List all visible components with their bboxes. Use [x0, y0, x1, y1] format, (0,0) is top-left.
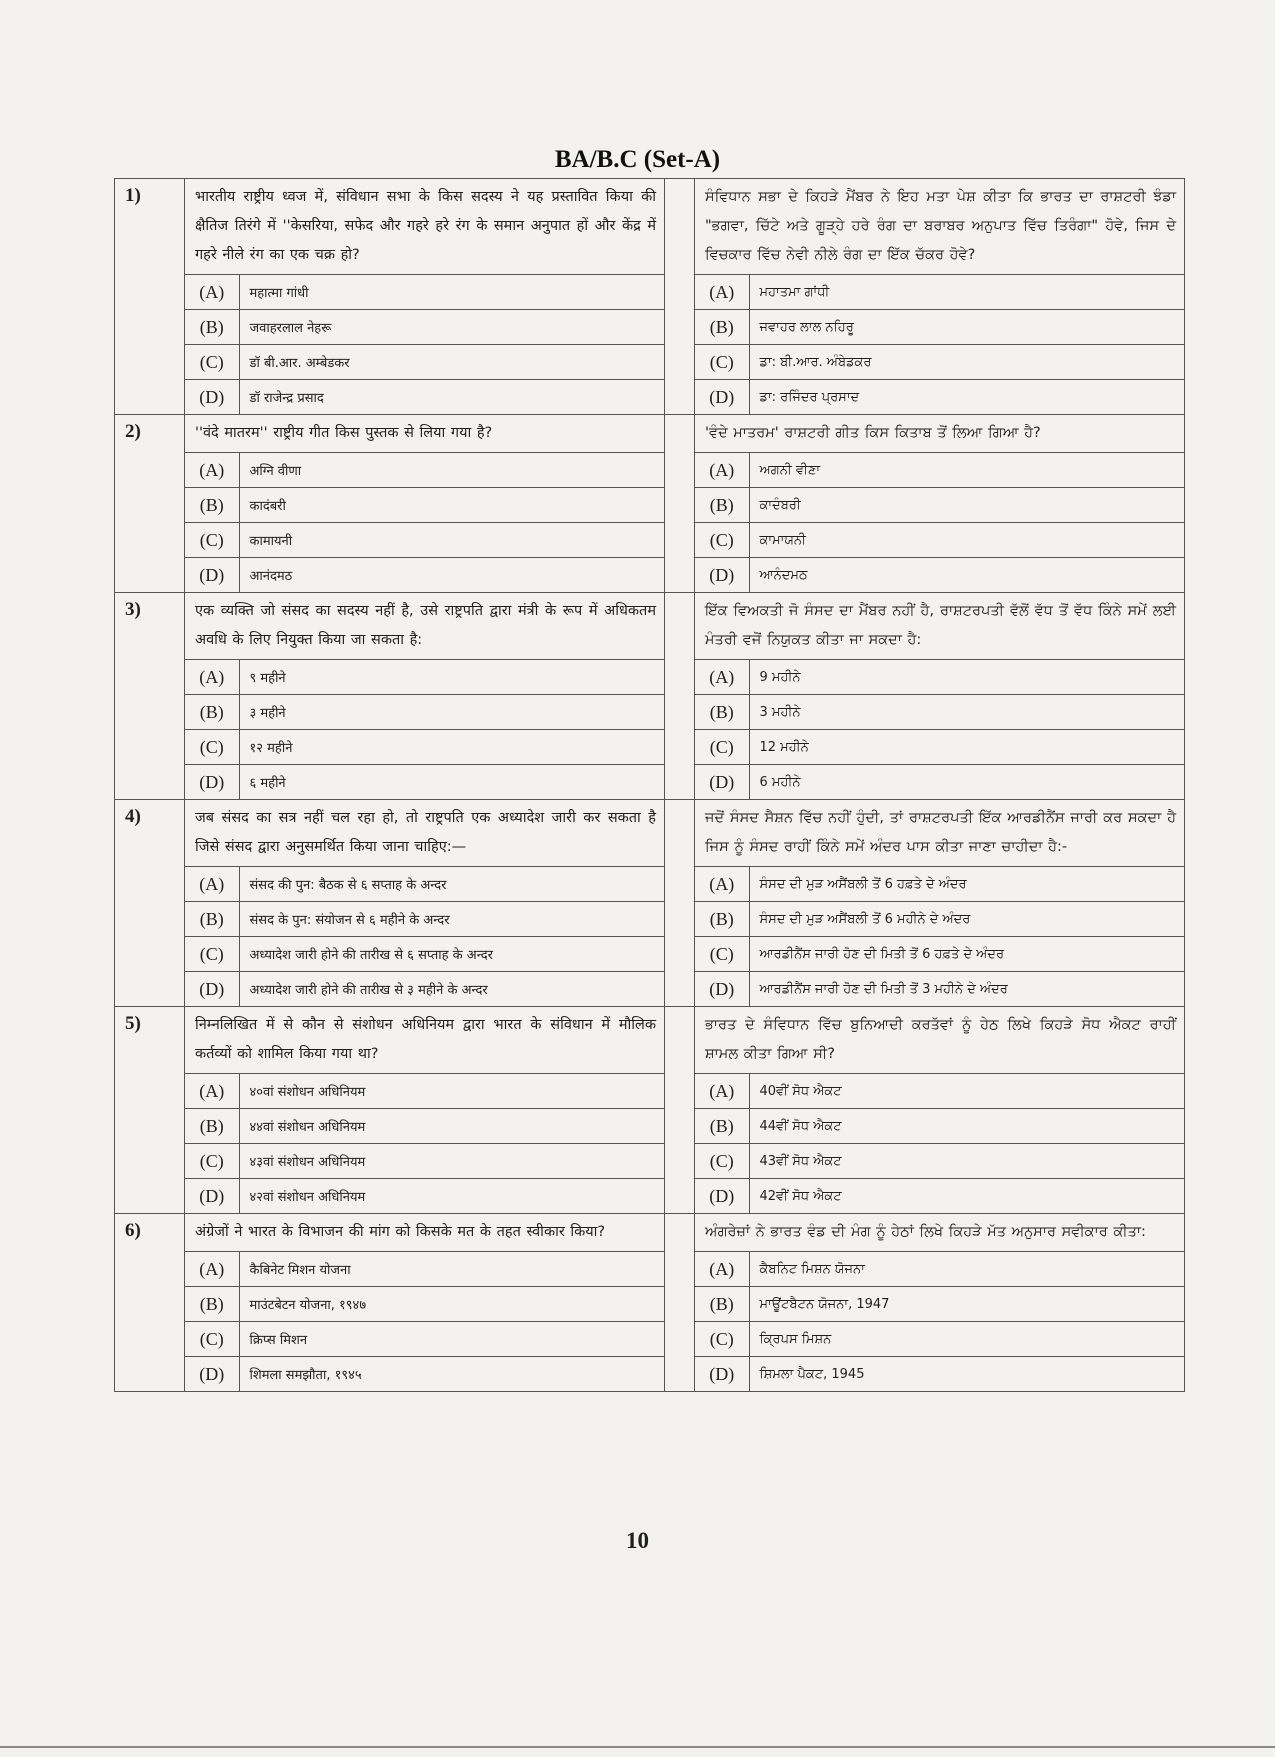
option-text: डॉ बी.आर. अम्बेडकर — [239, 345, 664, 380]
option-label: (B) — [695, 1287, 749, 1322]
option-row — [185, 275, 664, 310]
option-label: (C) — [185, 730, 239, 765]
option-label: (A) — [185, 1252, 239, 1287]
option-text: कामायनी — [239, 523, 664, 558]
option-label: (C) — [185, 1322, 239, 1357]
option-text: 40ਵੀਂ ਸੋਧ ਐਕਟ — [749, 1074, 1184, 1109]
option-label: (C) — [185, 937, 239, 972]
option-row — [695, 937, 1184, 972]
option-label: (C) — [695, 937, 749, 972]
option-row — [695, 972, 1184, 1007]
option-text: संसद के पुन: संयोजन से ६ महीने के अन्दर — [239, 902, 664, 937]
option-row — [185, 523, 664, 558]
hindi-options — [185, 866, 664, 1006]
option-label: (D) — [185, 765, 239, 800]
punjabi-cell — [695, 415, 1185, 593]
option-row — [185, 660, 664, 695]
question-number: 5) — [115, 1007, 185, 1214]
option-text: अग्नि वीणा — [239, 453, 664, 488]
punjabi-cell — [695, 593, 1185, 800]
option-text: 43ਵੀਂ ਸੋਧ ਐਕਟ — [749, 1144, 1184, 1179]
option-row — [185, 488, 664, 523]
option-text: आनंदमठ — [239, 558, 664, 593]
option-text: संसद की पुन: बैठक से ६ सप्ताह के अन्दर — [239, 867, 664, 902]
option-row — [185, 972, 664, 1007]
page-title: BA/B.C (Set-A) — [554, 146, 721, 173]
option-text: महात्मा गांधी — [239, 275, 664, 310]
option-label: (A) — [695, 453, 749, 488]
option-text: ४२वां संशोधन अधिनियम — [239, 1179, 664, 1214]
option-text: 9 ਮਹੀਨੇ — [749, 660, 1184, 695]
option-label: (A) — [185, 660, 239, 695]
option-text: ४०वां संशोधन अधिनियम — [239, 1074, 664, 1109]
option-row — [185, 310, 664, 345]
option-label: (D) — [695, 1357, 749, 1392]
hindi-options — [185, 1251, 664, 1391]
option-text: 12 ਮਹੀਨੇ — [749, 730, 1184, 765]
punjabi-cell — [695, 1007, 1185, 1214]
option-label: (C) — [185, 523, 239, 558]
option-text: 3 ਮਹੀਨੇ — [749, 695, 1184, 730]
option-text: ਸੰਸਦ ਦੀ ਮੁੜ ਅਸੈਂਬਲੀ ਤੋਂ 6 ਹਫ਼ਤੇ ਦੇ ਅੰਦਰ — [749, 867, 1184, 902]
option-text: ९ महीने — [239, 660, 664, 695]
option-label: (A) — [185, 1074, 239, 1109]
question-row — [115, 593, 1185, 800]
option-label: (C) — [695, 523, 749, 558]
option-text: ३ महीने — [239, 695, 664, 730]
option-label: (B) — [695, 1109, 749, 1144]
option-label: (A) — [695, 1252, 749, 1287]
option-label: (D) — [185, 558, 239, 593]
option-row — [185, 1287, 664, 1322]
option-text: ६ महीने — [239, 765, 664, 800]
option-row — [185, 380, 664, 415]
option-row — [695, 523, 1184, 558]
option-label: (D) — [695, 558, 749, 593]
hindi-cell — [185, 593, 665, 800]
option-label: (A) — [695, 1074, 749, 1109]
option-row — [185, 1252, 664, 1287]
option-label: (D) — [185, 1357, 239, 1392]
option-row — [185, 345, 664, 380]
hindi-cell — [185, 415, 665, 593]
option-label: (B) — [695, 902, 749, 937]
option-label: (B) — [185, 488, 239, 523]
hindi-question-text: ''वंदे मातरम'' राष्ट्रीय गीत किस पुस्तक से लिया गया है? — [195, 425, 493, 441]
question-number: 1) — [115, 179, 185, 415]
option-text: ਕਾਦੰਬਰੀ — [749, 488, 1184, 523]
option-text: 42ਵੀਂ ਸੋਧ ਐਕਟ — [749, 1179, 1184, 1214]
punjabi-cell — [695, 800, 1185, 1007]
option-row — [695, 453, 1184, 488]
option-label: (C) — [695, 730, 749, 765]
option-label: (B) — [185, 695, 239, 730]
option-text: 44ਵੀਂ ਸੋਧ ਐਕਟ — [749, 1109, 1184, 1144]
option-text: ਡਾ: ਬੀ.ਆਰ. ਅੰਬੇਡਕਰ — [749, 345, 1184, 380]
option-row — [695, 310, 1184, 345]
option-row — [695, 1252, 1184, 1287]
option-label: (D) — [185, 380, 239, 415]
hindi-options — [185, 452, 664, 592]
option-row — [695, 1144, 1184, 1179]
punjabi-options — [695, 274, 1184, 414]
option-label: (A) — [185, 867, 239, 902]
punjabi-options — [695, 452, 1184, 592]
option-row — [185, 558, 664, 593]
option-label: (D) — [695, 1179, 749, 1214]
option-row — [695, 488, 1184, 523]
column-gap — [665, 593, 695, 800]
option-label: (B) — [185, 310, 239, 345]
option-text: कैबिनेट मिशन योजना — [239, 1252, 664, 1287]
option-text: ४४वां संशोधन अधिनियम — [239, 1109, 664, 1144]
punjabi-options — [695, 1073, 1184, 1213]
option-text: शिमला समझौता, १९४५ — [239, 1357, 664, 1392]
hindi-options — [185, 659, 664, 799]
option-row — [695, 765, 1184, 800]
option-text: डॉ राजेन्द्र प्रसाद — [239, 380, 664, 415]
hindi-question-text: भारतीय राष्ट्रीय ध्वज में, संविधान सभा के किस सदस्य ने यह प्रस्तावित किया की क्षैतिज तिरंगे में ''केसरिया, सफेद और गहरे हरे रंग के समान अनुपात हों और केंद्र में गहरे नीले रंग का एक चक्र हो? — [195, 189, 656, 263]
hindi-cell — [185, 1214, 665, 1392]
option-row — [185, 1109, 664, 1144]
option-text: माउंटबेटन योजना, १९४७ — [239, 1287, 664, 1322]
option-row — [695, 1322, 1184, 1357]
option-row — [695, 730, 1184, 765]
hindi-question-text: एक व्यक्ति जो संसद का सदस्य नहीं है, उसे राष्ट्रपति द्वारा मंत्री के रूप में अधिकतम अवधि के लिए नियुक्त किया जा सकता है: — [195, 603, 656, 648]
punjabi-question-text: ਅੰਗਰੇਜ਼ਾਂ ਨੇ ਭਾਰਤ ਵੰਡ ਦੀ ਮੰਗ ਨੂੰ ਹੇਠਾਂ ਲਿਖੇ ਕਿਹੜੇ ਮੱਤ ਅਨੁਸਾਰ ਸਵੀਕਾਰ ਕੀਤਾ: — [705, 1224, 1146, 1240]
punjabi-question-text: 'ਵੰਦੇ ਮਾਤਰਮ' ਰਾਸ਼ਟਰੀ ਗੀਤ ਕਿਸ ਕਿਤਾਬ ਤੋਂ ਲਿਆ ਗਿਆ ਹੈ? — [705, 425, 1041, 441]
option-text: ਸੰਸਦ ਦੀ ਮੁੜ ਅਸੈਂਬਲੀ ਤੋਂ 6 ਮਹੀਨੇ ਦੇ ਅੰਦਰ — [749, 902, 1184, 937]
punjabi-question-text: ਜਦੋਂ ਸੰਸਦ ਸੈਸ਼ਨ ਵਿੱਚ ਨਹੀਂ ਹੁੰਦੀ, ਤਾਂ ਰਾਸ਼ਟਰਪਤੀ ਇੱਕ ਆਰਡੀਨੈਂਸ ਜਾਰੀ ਕਰ ਸਕਦਾ ਹੈ ਜਿਸ ਨੂੰ ਸੰਸਦ ਰਾਹੀਂ ਕਿੰਨੇ ਸਮੇਂ ਅੰਦਰ ਪਾਸ ਕੀਤਾ ਜਾਣਾ ਚਾਹੀਦਾ ਹੈ:- — [705, 810, 1176, 855]
option-text: ਕੈਬਨਿਟ ਮਿਸ਼ਨ ਯੋਜਨਾ — [749, 1252, 1184, 1287]
option-label: (B) — [695, 695, 749, 730]
option-text: 6 ਮਹੀਨੇ — [749, 765, 1184, 800]
punjabi-question-text: ਭਾਰਤ ਦੇ ਸੰਵਿਧਾਨ ਵਿੱਚ ਬੁਨਿਆਦੀ ਕਰਤੱਵਾਂ ਨੂੰ ਹੇਠ ਲਿਖੇ ਕਿਹੜੇ ਸੋਧ ਐਕਟ ਰਾਹੀਂ ਸ਼ਾਮਲ ਕੀਤਾ ਗਿਆ ਸੀ? — [705, 1017, 1176, 1062]
option-row — [695, 345, 1184, 380]
option-row — [185, 695, 664, 730]
option-text: ਕ੍ਰਿਪਸ ਮਿਸ਼ਨ — [749, 1322, 1184, 1357]
hindi-options — [185, 1073, 664, 1213]
option-row — [185, 730, 664, 765]
question-row — [115, 1007, 1185, 1214]
question-table-body — [115, 179, 1185, 1392]
option-row — [185, 902, 664, 937]
option-row — [185, 1074, 664, 1109]
hindi-cell — [185, 179, 665, 415]
option-row — [185, 1357, 664, 1392]
question-row — [115, 800, 1185, 1007]
option-label: (B) — [695, 488, 749, 523]
option-row — [695, 1287, 1184, 1322]
option-label: (C) — [185, 1144, 239, 1179]
question-number: 4) — [115, 800, 185, 1007]
option-text: ਸ਼ਿਮਲਾ ਪੈਕਟ, 1945 — [749, 1357, 1184, 1392]
page-number: 10 — [626, 1528, 649, 1553]
question-number: 3) — [115, 593, 185, 800]
option-row — [185, 1179, 664, 1214]
option-label: (D) — [695, 972, 749, 1007]
column-gap — [665, 1007, 695, 1214]
option-label: (B) — [185, 1287, 239, 1322]
option-label: (B) — [185, 1109, 239, 1144]
option-row — [695, 558, 1184, 593]
punjabi-cell — [695, 1214, 1185, 1392]
question-row — [115, 179, 1185, 415]
option-row — [695, 275, 1184, 310]
option-row — [695, 1109, 1184, 1144]
option-text: कादंबरी — [239, 488, 664, 523]
hindi-options — [185, 274, 664, 414]
hindi-cell — [185, 800, 665, 1007]
option-text: ਡਾ: ਰਜਿੰਦਰ ਪ੍ਰਸਾਦ — [749, 380, 1184, 415]
option-row — [695, 867, 1184, 902]
option-label: (A) — [185, 275, 239, 310]
option-row — [185, 453, 664, 488]
punjabi-question-text: ਸੰਵਿਧਾਨ ਸਭਾ ਦੇ ਕਿਹੜੇ ਮੈਂਬਰ ਨੇ ਇਹ ਮਤਾ ਪੇਸ਼ ਕੀਤਾ ਕਿ ਭਾਰਤ ਦਾ ਰਾਸ਼ਟਰੀ ਝੰਡਾ "ਭਗਵਾ, ਚਿੱਟੇ ਅਤੇ ਗੂੜ੍ਹੇ ਹਰੇ ਰੰਗ ਦਾ ਬਰਾਬਰ ਅਨੁਪਾਤ ਵਿੱਚ ਤਿਰੰਗਾ" ਹੋਵੇ, ਜਿਸ ਦੇ ਵਿਚਕਾਰ ਵਿੱਚ ਨੇਵੀ ਨੀਲੇ ਰੰਗ ਦਾ ਇੱਕ ਚੱਕਰ ਹੋਵੇ? — [705, 189, 1176, 263]
option-label: (D) — [695, 765, 749, 800]
option-label: (A) — [695, 867, 749, 902]
option-row — [695, 1179, 1184, 1214]
option-text: १२ महीने — [239, 730, 664, 765]
option-row — [695, 380, 1184, 415]
option-label: (D) — [185, 1179, 239, 1214]
option-row — [185, 1322, 664, 1357]
option-text: क्रिप्स मिशन — [239, 1322, 664, 1357]
option-text: अध्यादेश जारी होने की तारीख से ६ सप्ताह के अन्दर — [239, 937, 664, 972]
punjabi-options — [695, 659, 1184, 799]
option-text: ਆਨੰਦਮਠ — [749, 558, 1184, 593]
option-label: (B) — [185, 902, 239, 937]
column-gap — [665, 415, 695, 593]
option-row — [185, 765, 664, 800]
option-text: जवाहरलाल नेहरू — [239, 310, 664, 345]
column-gap — [665, 800, 695, 1007]
option-row — [695, 660, 1184, 695]
option-row — [185, 1144, 664, 1179]
option-text: ਮਹਾਤਮਾ ਗਾਂਧੀ — [749, 275, 1184, 310]
option-row — [695, 695, 1184, 730]
option-label: (C) — [695, 1322, 749, 1357]
option-row — [695, 1357, 1184, 1392]
option-label: (B) — [695, 310, 749, 345]
column-gap — [665, 1214, 695, 1392]
punjabi-question-text: ਇੱਕ ਵਿਅਕਤੀ ਜੋ ਸੰਸਦ ਦਾ ਮੈਂਬਰ ਨਹੀਂ ਹੈ, ਰਾਸ਼ਟਰਪਤੀ ਵੱਲੋਂ ਵੱਧ ਤੋਂ ਵੱਧ ਕਿੰਨੇ ਸਮੇਂ ਲਈ ਮੰਤਰੀ ਵਜੋਂ ਨਿਯੁਕਤ ਕੀਤਾ ਜਾ ਸਕਦਾ ਹੈ: — [705, 603, 1176, 648]
option-text: ਕਾਮਾਯਨੀ — [749, 523, 1184, 558]
hindi-question-text: जब संसद का सत्र नहीं चल रहा हो, तो राष्ट्रपति एक अध्यादेश जारी कर सकता है जिसे संसद द्वारा अनुसमर्थित किया जाना चाहिए:— — [195, 810, 656, 855]
column-gap — [665, 179, 695, 415]
punjabi-options — [695, 1251, 1184, 1391]
question-row — [115, 1214, 1185, 1392]
option-row — [695, 1074, 1184, 1109]
hindi-question-text: अंग्रेजों ने भारत के विभाजन की मांग को किसके मत के तहत स्वीकार किया? — [195, 1224, 606, 1240]
option-label: (C) — [185, 345, 239, 380]
option-label: (C) — [695, 1144, 749, 1179]
question-table — [114, 178, 1185, 1392]
option-label: (C) — [695, 345, 749, 380]
option-text: ४३वां संशोधन अधिनियम — [239, 1144, 664, 1179]
question-number: 6) — [115, 1214, 185, 1392]
option-row — [695, 902, 1184, 937]
punjabi-options — [695, 866, 1184, 1006]
option-text: ਆਰਡੀਨੈਂਸ ਜਾਰੀ ਹੋਣ ਦੀ ਮਿਤੀ ਤੋਂ 6 ਹਫ਼ਤੇ ਦੇ ਅੰਦਰ — [749, 937, 1184, 972]
hindi-cell — [185, 1007, 665, 1214]
option-row — [185, 937, 664, 972]
option-text: अध्यादेश जारी होने की तारीख से ३ महीने के अन्दर — [239, 972, 664, 1007]
option-label: (A) — [185, 453, 239, 488]
option-label: (D) — [185, 972, 239, 1007]
question-row — [115, 415, 1185, 593]
option-row — [185, 867, 664, 902]
option-text: ਮਾਊਂਟਬੈਟਨ ਯੋਜਨਾ, 1947 — [749, 1287, 1184, 1322]
option-label: (D) — [695, 380, 749, 415]
bottom-rule — [0, 1746, 1275, 1748]
option-label: (A) — [695, 275, 749, 310]
option-text: ਆਰਡੀਨੈਂਸ ਜਾਰੀ ਹੋਣ ਦੀ ਮਿਤੀ ਤੋਂ 3 ਮਹੀਨੇ ਦੇ ਅੰਦਰ — [749, 972, 1184, 1007]
option-label: (A) — [695, 660, 749, 695]
option-text: ਅਗਨੀ ਵੀਣਾ — [749, 453, 1184, 488]
hindi-question-text: निम्नलिखित में से कौन से संशोधन अधिनियम द्वारा भारत के संविधान में मौलिक कर्तव्यों को शामिल किया गया था? — [195, 1017, 656, 1062]
question-number: 2) — [115, 415, 185, 593]
option-text: ਜਵਾਹਰ ਲਾਲ ਨਹਿਰੂ — [749, 310, 1184, 345]
punjabi-cell — [695, 179, 1185, 415]
